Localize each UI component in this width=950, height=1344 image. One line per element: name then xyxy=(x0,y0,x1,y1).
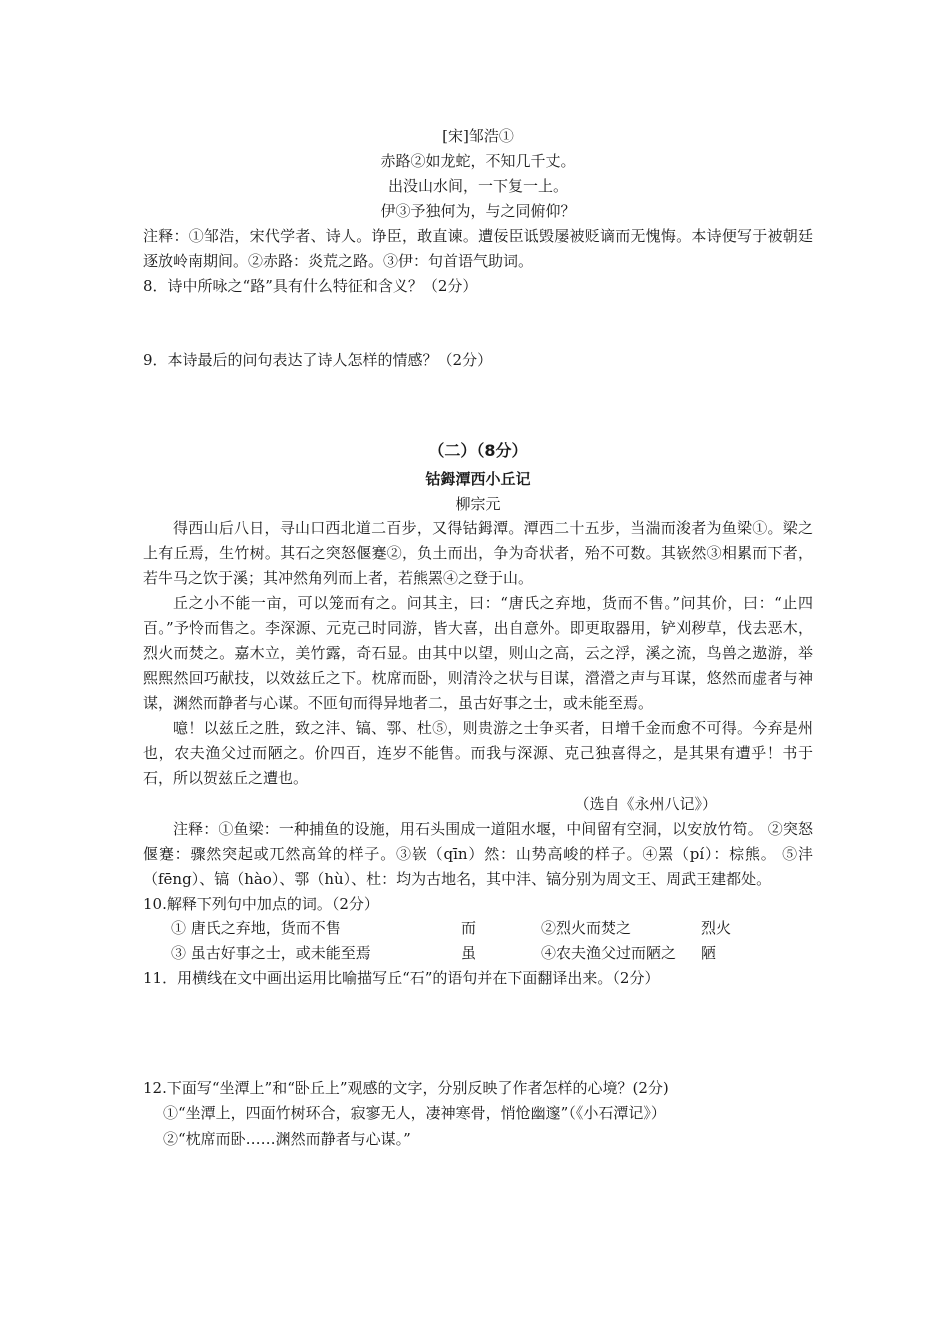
q10-word-4: 陋 xyxy=(701,944,717,962)
question-10-row-1 xyxy=(143,916,813,941)
q10-sentence-1: ① 唐氏之弃地，货而不售 xyxy=(171,919,341,937)
section-heading: （二）（8分） xyxy=(428,441,528,460)
exam-page xyxy=(143,124,813,1152)
q10-word-1: 而 xyxy=(461,919,477,937)
essay-paragraph-2: 丘之小不能一亩，可以笼而有之。问其主，曰：“唐氏之弃地，货而不售。”问其价，曰：“止四百。”予怜而售之。李深源、元克己时同游，皆大喜，出自意外。即更取器用，铲刈秽草，伐去恶木，烈火而焚之。嘉木立，美竹露，奇石显。由其中以望，则山之高，云之浮，溪之流，鸟兽之遨游，举熙熙然回巧献技，以效兹丘之下。枕席而卧，则清泠之状与目谋，瀯瀯之声与耳谋，悠然而虚者与神谋，渊然而静者与心谋。不匝旬而得异地者二，虽古好事之士，或未能至焉。 xyxy=(143,594,813,712)
question-8: 8．诗中所咏之“路”具有什么特征和含义？（2分） xyxy=(143,277,478,295)
essay-author: 柳宗元 xyxy=(455,495,501,513)
poem-line-2: 出没山水间，一下复一上。 xyxy=(387,177,568,195)
q12-item-2: ②“枕席而卧……渊然而静者与心谋。” xyxy=(163,1130,411,1148)
q10-sentence-3: ③ 虽古好事之士，或未能至焉 xyxy=(171,944,371,962)
q10-sentence-2: ②烈火而焚之 xyxy=(541,919,632,937)
question-11: 11．用横线在文中画出运用比喻描写丘“石”的语句并在下面翻译出来。（2分） xyxy=(143,969,660,987)
q12-item-1: ①“坐潭上，四面竹树环合，寂寥无人，凄神寒骨，悄怆幽邃”（《小石潭记》） xyxy=(163,1104,666,1122)
poem-line-1: 赤路②如龙蛇，不知几千丈。 xyxy=(380,152,576,170)
essay-note: 注释：①鱼梁：一种捕鱼的设施，用石头围成一道阻水堰，中间留有空洞，以安放竹笱。 ②突怒偃蹇：骤然突起或兀然高耸的样子。③嵚（qīn）然：山势高峻的样子。④罴（pí）：棕熊。 ⑤沣（fēng）、镐（hào）、鄠（hù）、杜：均为古地名，其中沣、镐分别为周文王、周武王建都处。 xyxy=(143,820,813,888)
question-10-row-2 xyxy=(143,941,813,966)
q10-word-2: 烈火 xyxy=(701,919,732,937)
essay-paragraph-3: 噫！以兹丘之胜，致之沣、镐、鄠、杜⑤，则贵游之士争买者，日增千金而愈不可得。今弃是州也，农夫渔父过而陋之。价四百，连岁不能售。而我与深源、克己独喜得之，是其果有遭乎！书于石，所以贺兹丘之遭也。 xyxy=(143,719,813,787)
poem-author: [宋]邹浩① xyxy=(442,127,514,145)
poem-line-3: 伊③予独何为，与之同俯仰？ xyxy=(380,202,576,220)
q10-sentence-4: ④农夫渔父过而陋之 xyxy=(541,944,677,962)
essay-paragraph-1: 得西山后八日，寻山口西北道二百步，又得钴鉧潭。潭西二十五步，当湍而浚者为鱼梁①。梁之上有丘焉，生竹树。其石之突怒偃蹇②，负土而出，争为奇状者，殆不可数。其嵚然③相累而下者，若牛马之饮于溪；其冲然角列而上者，若熊罴④之登于山。 xyxy=(143,519,813,587)
essay-source: （选自《永州八记》） xyxy=(574,795,717,813)
question-10: 10.解释下列句中加点的词。（2分） xyxy=(143,895,379,913)
question-12: 12.下面写“坐潭上”和“卧丘上”观感的文字，分别反映了作者怎样的心境？(2分) xyxy=(143,1079,669,1097)
q10-word-3: 虽 xyxy=(461,944,477,962)
essay-title: 钴鉧潭西小丘记 xyxy=(425,470,531,488)
question-9: 9．本诗最后的问句表达了诗人怎样的情感？（2分） xyxy=(143,351,493,369)
poem-note: 注释：①邹浩，宋代学者、诗人。诤臣，敢直谏。遭佞臣诋毁屡被贬谪而无愧悔。本诗便写于被朝廷逐放岭南期间。②赤路：炎荒之路。③伊：句首语气助词。 xyxy=(143,227,813,270)
